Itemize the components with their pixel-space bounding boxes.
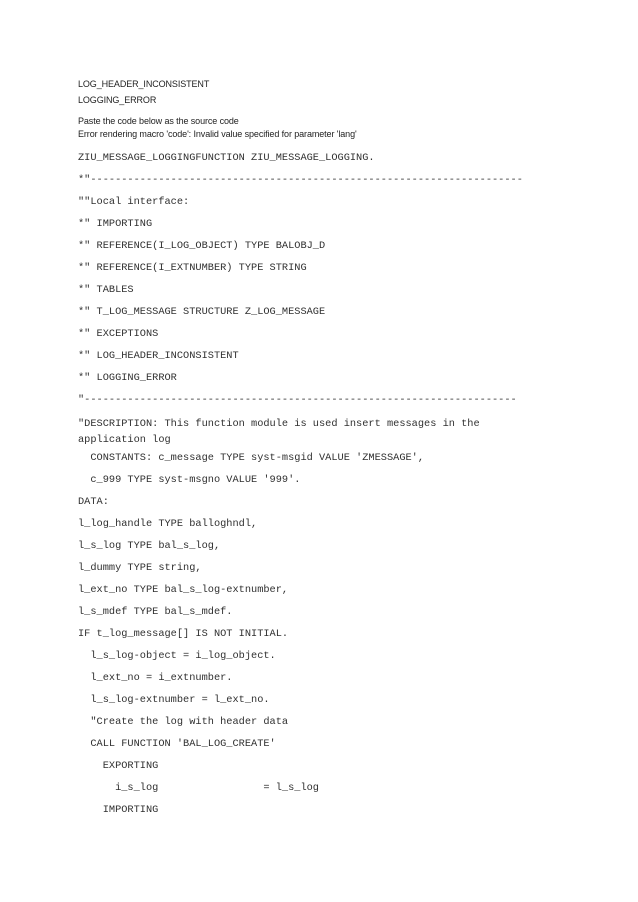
code-line: l_s_log-extnumber = l_ext_no. [78,694,270,706]
code-line: "---------------------------------------------------------------------- [78,394,517,406]
code-line: l_ext_no TYPE bal_s_log-extnumber, [78,584,289,596]
code-line: *" LOG_HEADER_INCONSISTENT [78,350,239,362]
exception-label-logging-error: LOGGING_ERROR [78,95,157,105]
code-line: CALL FUNCTION 'BAL_LOG_CREATE' [78,738,276,750]
code-line: l_s_log-object = i_log_object. [78,650,276,662]
code-line: EXPORTING [78,760,159,772]
exception-label-header-inconsistent: LOG_HEADER_INCONSISTENT [78,79,210,89]
code-line: *" REFERENCE(I_LOG_OBJECT) TYPE BALOBJ_D [78,240,326,252]
code-line: c_999 TYPE syst-msgno VALUE '999'. [78,474,301,486]
code-line: "Create the log with header data [78,716,289,728]
code-line: ZIU_MESSAGE_LOGGINGFUNCTION ZIU_MESSAGE_LOGGING. [78,152,375,164]
code-line: l_dummy TYPE string, [78,562,202,574]
code-line: CONSTANTS: c_message TYPE syst-msgid VALUE 'ZMESSAGE', [78,452,425,464]
macro-error-message: Error rendering macro 'code': Invalid value specified for parameter 'lang' [78,129,357,139]
code-line: DATA: [78,496,109,508]
code-line: IF t_log_message[] IS NOT INITIAL. [78,628,289,640]
code-line: l_log_handle TYPE balloghndl, [78,518,258,530]
code-line: *"---------------------------------------------------------------------- [78,174,523,186]
code-line: *" IMPORTING [78,218,153,230]
code-line: l_s_mdef TYPE bal_s_mdef. [78,606,233,618]
code-line: l_s_log TYPE bal_s_log, [78,540,221,552]
code-line: *" REFERENCE(I_EXTNUMBER) TYPE STRING [78,262,307,274]
code-line: *" TABLES [78,284,134,296]
code-line: i_s_log = l_s_log [78,782,319,794]
code-line: *" EXCEPTIONS [78,328,159,340]
instruction-text: Paste the code below as the source code [78,116,239,126]
code-line: *" T_LOG_MESSAGE STRUCTURE Z_LOG_MESSAGE [78,306,326,318]
code-line: l_ext_no = i_extnumber. [78,672,233,684]
code-line: ""Local interface: [78,196,190,208]
code-line: *" LOGGING_ERROR [78,372,177,384]
code-line: IMPORTING [78,804,159,816]
code-line: "DESCRIPTION: This function module is used insert messages in the application log [78,418,486,446]
